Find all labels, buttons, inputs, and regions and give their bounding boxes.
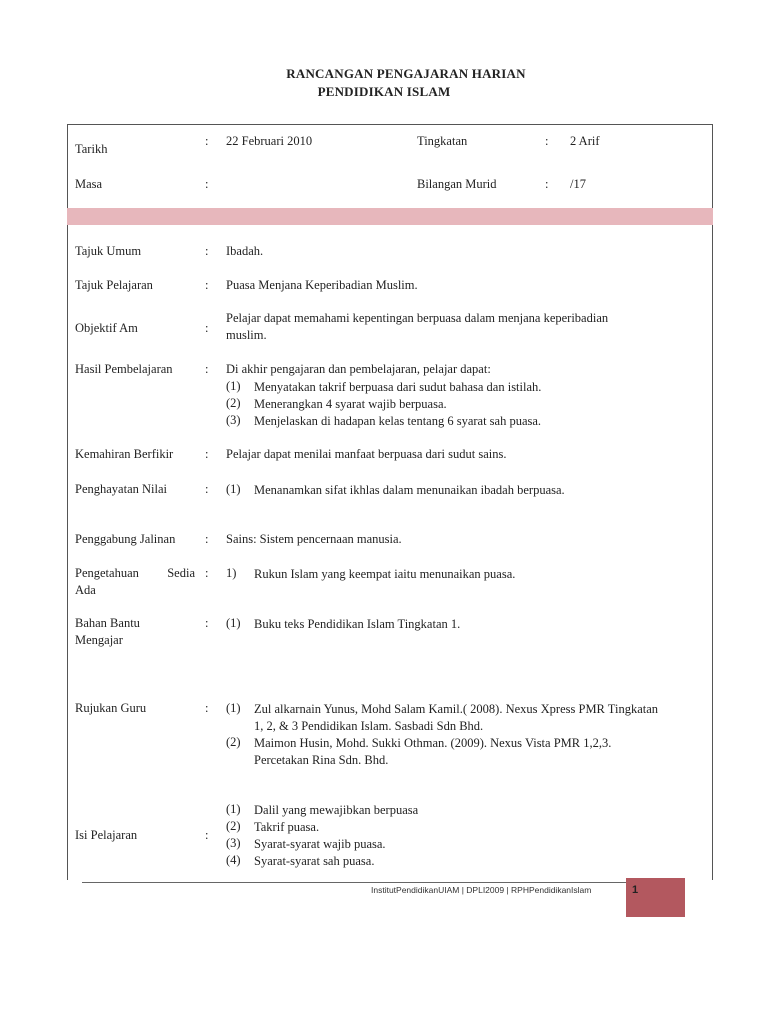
kemahiran-value: Pelajar dapat menilai manfaat berpuasa dari sudut sains.	[226, 447, 507, 461]
list-number: (4)	[226, 853, 241, 867]
bilangan-value: /17	[570, 177, 586, 191]
isi-label: Isi Pelajaran	[75, 828, 138, 842]
list-number: (1)	[226, 802, 241, 816]
rujukan-item-line: Percetakan Rina Sdn. Bhd.	[254, 753, 389, 767]
colon: :	[205, 616, 209, 630]
list-number: (3)	[226, 413, 241, 427]
list-number: (2)	[226, 396, 241, 410]
tajuk-umum-label: Tajuk Umum	[75, 244, 142, 258]
kemahiran-label: Kemahiran Berfikir	[75, 447, 174, 461]
objektif-am-line2: muslim.	[226, 328, 267, 342]
colon: :	[545, 134, 549, 148]
list-number: (3)	[226, 836, 241, 850]
colon: :	[205, 244, 209, 258]
rujukan-item-line: 1, 2, & 3 Pendidikan Islam. Sasbadi Sdn Bhd.	[254, 719, 484, 733]
penggabung-value: Sains: Sistem pencernaan manusia.	[226, 532, 402, 546]
tajuk-pelajaran-label: Tajuk Pelajaran	[75, 278, 153, 292]
list-number: (2)	[226, 819, 241, 833]
pengetahuan-label	[75, 566, 195, 581]
tajuk-umum-value: Ibadah.	[226, 244, 264, 258]
colon: :	[205, 447, 209, 461]
tarikh-label: Tarikh	[75, 142, 108, 156]
rujukan-item-line: Zul alkarnain Yunus, Mohd Salam Kamil.( 2008). Nexus Xpress PMR Tingkatan	[254, 702, 659, 716]
tingkatan-label: Tingkatan	[417, 134, 468, 148]
colon: :	[205, 177, 209, 191]
rujukan-item-line: Maimon Husin, Mohd. Sukki Othman. (2009). Nexus Vista PMR 1,2,3.	[254, 736, 612, 750]
colon: :	[205, 828, 209, 842]
masa-label: Masa	[75, 177, 103, 191]
colon: :	[205, 362, 209, 376]
bilangan-label: Bilangan Murid	[417, 177, 497, 191]
colon: :	[545, 177, 549, 191]
rujukan-label: Rujukan Guru	[75, 701, 147, 715]
list-number: 1)	[226, 566, 237, 580]
document-title: RANCANGAN PENGAJARAN HARIAN	[286, 66, 526, 81]
hasil-intro: Di akhir pengajaran dan pembelajaran, pelajar dapat:	[226, 362, 491, 376]
objektif-am-label: Objektif Am	[75, 321, 138, 335]
colon: :	[205, 278, 209, 292]
list-number: (1)	[226, 379, 241, 393]
penghayatan-item: Menanamkan sifat ikhlas dalam menunaikan ibadah berpuasa.	[254, 483, 565, 497]
bahan-label: Bahan Bantu	[75, 616, 140, 630]
list-number: (1)	[226, 701, 241, 715]
objektif-am-line1: Pelajar dapat memahami kepentingan berpuasa dalam menjana keperibadian	[226, 311, 609, 325]
footer-rule	[82, 882, 627, 883]
penghayatan-label: Penghayatan Nilai	[75, 482, 167, 496]
pengetahuan-label-word: Sedia	[167, 566, 195, 580]
page-number: 1	[632, 884, 639, 896]
bahan-item: Buku teks Pendidikan Islam Tingkatan 1.	[254, 617, 461, 631]
document-subtitle: PENDIDIKAN ISLAM	[317, 84, 451, 99]
colon: :	[205, 321, 209, 335]
footer-text: InstitutPendidikanUIAM | DPLI2009 | RPHPendidikanIslam	[371, 885, 592, 895]
penggabung-label: Penggabung Jalinan	[75, 532, 176, 546]
hasil-label: Hasil Pembelajaran	[75, 362, 173, 376]
pengetahuan-label-word: Pengetahuan	[75, 566, 139, 580]
separator-band	[67, 208, 713, 225]
tarikh-value: 22 Februari 2010	[226, 134, 313, 148]
list-number: (1)	[226, 616, 241, 630]
colon: :	[205, 532, 209, 546]
colon: :	[205, 134, 209, 148]
hasil-item: Menerangkan 4 syarat wajib berpuasa.	[254, 397, 447, 411]
isi-item: Dalil yang mewajibkan berpuasa	[254, 803, 419, 817]
isi-item: Takrif puasa.	[254, 820, 320, 834]
bahan-label-cont: Mengajar	[75, 633, 123, 647]
pengetahuan-label-cont: Ada	[75, 583, 96, 597]
list-number: (1)	[226, 482, 241, 496]
list-number: (2)	[226, 735, 241, 749]
tajuk-pelajaran-value: Puasa Menjana Keperibadian Muslim.	[226, 278, 418, 292]
isi-item: Syarat-syarat wajib puasa.	[254, 837, 386, 851]
colon: :	[205, 482, 209, 496]
pengetahuan-item: Rukun Islam yang keempat iaitu menunaikan puasa.	[254, 567, 516, 581]
colon: :	[205, 566, 209, 580]
hasil-item: Menyatakan takrif berpuasa dari sudut bahasa dan istilah.	[254, 380, 542, 394]
tingkatan-value: 2 Arif	[570, 134, 600, 148]
hasil-item: Menjelaskan di hadapan kelas tentang 6 syarat sah puasa.	[254, 414, 542, 428]
colon: :	[205, 701, 209, 715]
isi-item: Syarat-syarat sah puasa.	[254, 854, 375, 868]
